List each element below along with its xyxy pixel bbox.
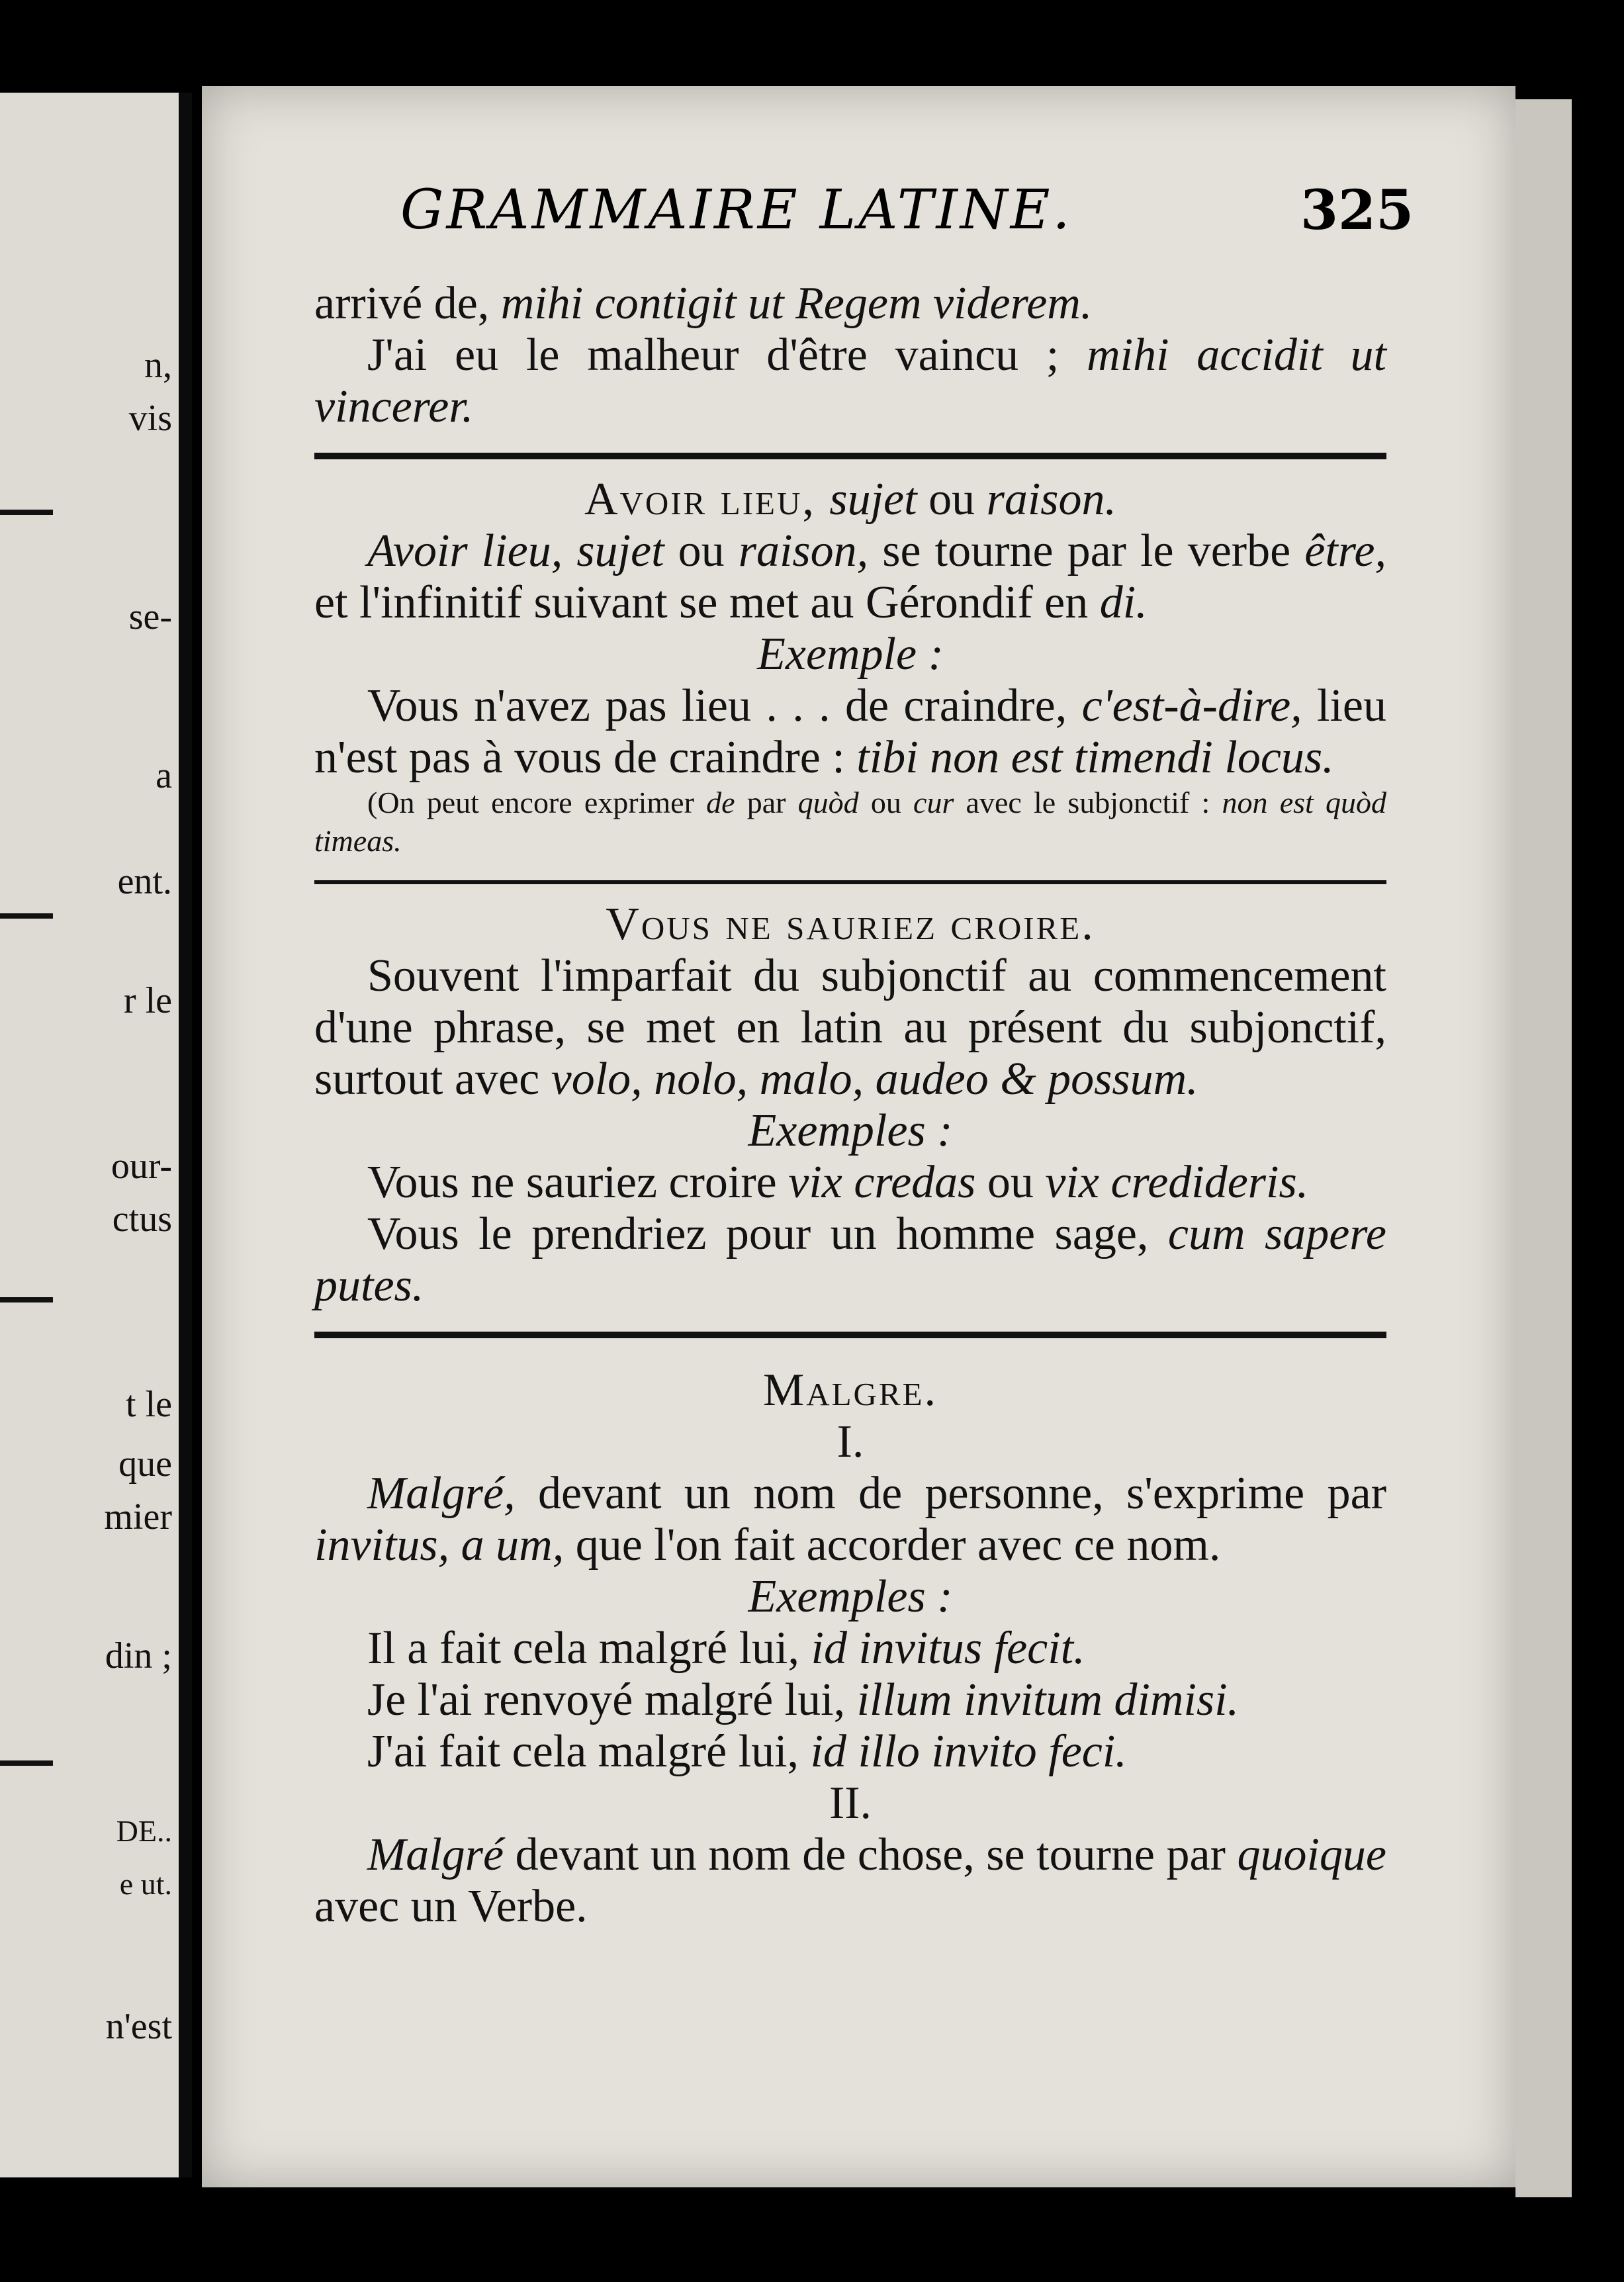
subsection-number: I. [836, 1416, 864, 1467]
section-title-vous-ne-sauriez: Vous ne sauriez croire. [606, 899, 1095, 950]
left-fragment: n, [144, 345, 172, 386]
running-title: GRAMMAIRE LATINE. [400, 179, 1073, 242]
example-text: Il a fait cela malgré lui, id invitus fecit. [367, 1623, 1085, 1674]
left-fragment: n'est [105, 2006, 172, 2047]
footnote: (On peut encore exprimer de par quòd ou cur avec le subjonctif : non est quòd timeas. [314, 786, 1386, 858]
left-rule [0, 510, 53, 515]
section-rule [314, 1332, 1386, 1338]
section-rule [314, 453, 1386, 459]
text-column [314, 278, 1386, 1933]
left-fragment: din ; [105, 1635, 172, 1676]
section-title-malgre: Malgre. [762, 1365, 938, 1416]
subsection-number: II. [829, 1778, 872, 1829]
left-fragment: que [118, 1443, 172, 1484]
rule-paragraph: Malgré devant un nom de chose, se tourne par quoique avec un Verbe. [314, 1829, 1386, 1932]
page-number: 325 [1300, 179, 1414, 242]
left-fragment: DE.. [116, 1814, 172, 1848]
left-rule [0, 1760, 53, 1766]
page-edge [1515, 99, 1572, 2197]
left-fragment: ent. [117, 861, 172, 902]
example-text: Vous le prendriez pour un homme sage, cum sapere putes. [314, 1209, 1386, 1311]
left-fragment: a [156, 755, 172, 796]
facing-page-fragment [0, 93, 192, 2177]
top-line-2: J'ai eu le malheur d'être vaincu ; mihi accidit ut vincerer. [314, 330, 1386, 432]
left-fragment: e ut. [119, 1867, 172, 1901]
left-fragment: ctus [112, 1199, 172, 1240]
left-rule [0, 1297, 53, 1302]
rule-paragraph: Souvent l'imparfait du subjonctif au commencement d'une phrase, se met en latin au présent du subjonctif, surtout avec volo, nolo, malo, audeo & possum. [314, 950, 1386, 1105]
left-fragment: vis [128, 398, 172, 439]
section-title-avoir-lieu: Avoir lieu, sujet ou raison. [584, 474, 1117, 525]
rule-paragraph: Avoir lieu, sujet ou raison, se tourne par le verbe être, et l'infinitif suivant se met au Gérondif en di. [314, 525, 1386, 628]
example-text: Vous n'avez pas lieu . . . de craindre, c'est-à-dire, lieu n'est pas à vous de craindre : tibi non est timendi locus. [314, 680, 1386, 783]
left-fragment: our- [111, 1146, 172, 1187]
left-fragment: se- [128, 596, 172, 637]
left-fragment: mier [104, 1496, 172, 1537]
example-label: Exemple : [757, 629, 944, 680]
example-text: Je l'ai renvoyé malgré lui, illum invitum dimisi. [367, 1674, 1240, 1725]
top-line-1: arrivé de, mihi contigit ut Regem viderem. [314, 278, 1093, 329]
example-text: Vous ne sauriez croire vix credas ou vix credideris. [367, 1157, 1309, 1208]
left-rule [0, 913, 53, 919]
example-text: J'ai fait cela malgré lui, id illo invito feci. [367, 1726, 1127, 1777]
example-label: Exemples : [748, 1571, 953, 1622]
rule-paragraph: Malgré, devant un nom de personne, s'exprime par invitus, a um, que l'on fait accorder avec ce nom. [314, 1468, 1386, 1571]
left-fragment: t le [126, 1384, 172, 1425]
section-rule [314, 880, 1386, 884]
example-label: Exemples : [748, 1105, 953, 1156]
left-fragment: r le [123, 980, 172, 1021]
book-page [202, 86, 1515, 2187]
